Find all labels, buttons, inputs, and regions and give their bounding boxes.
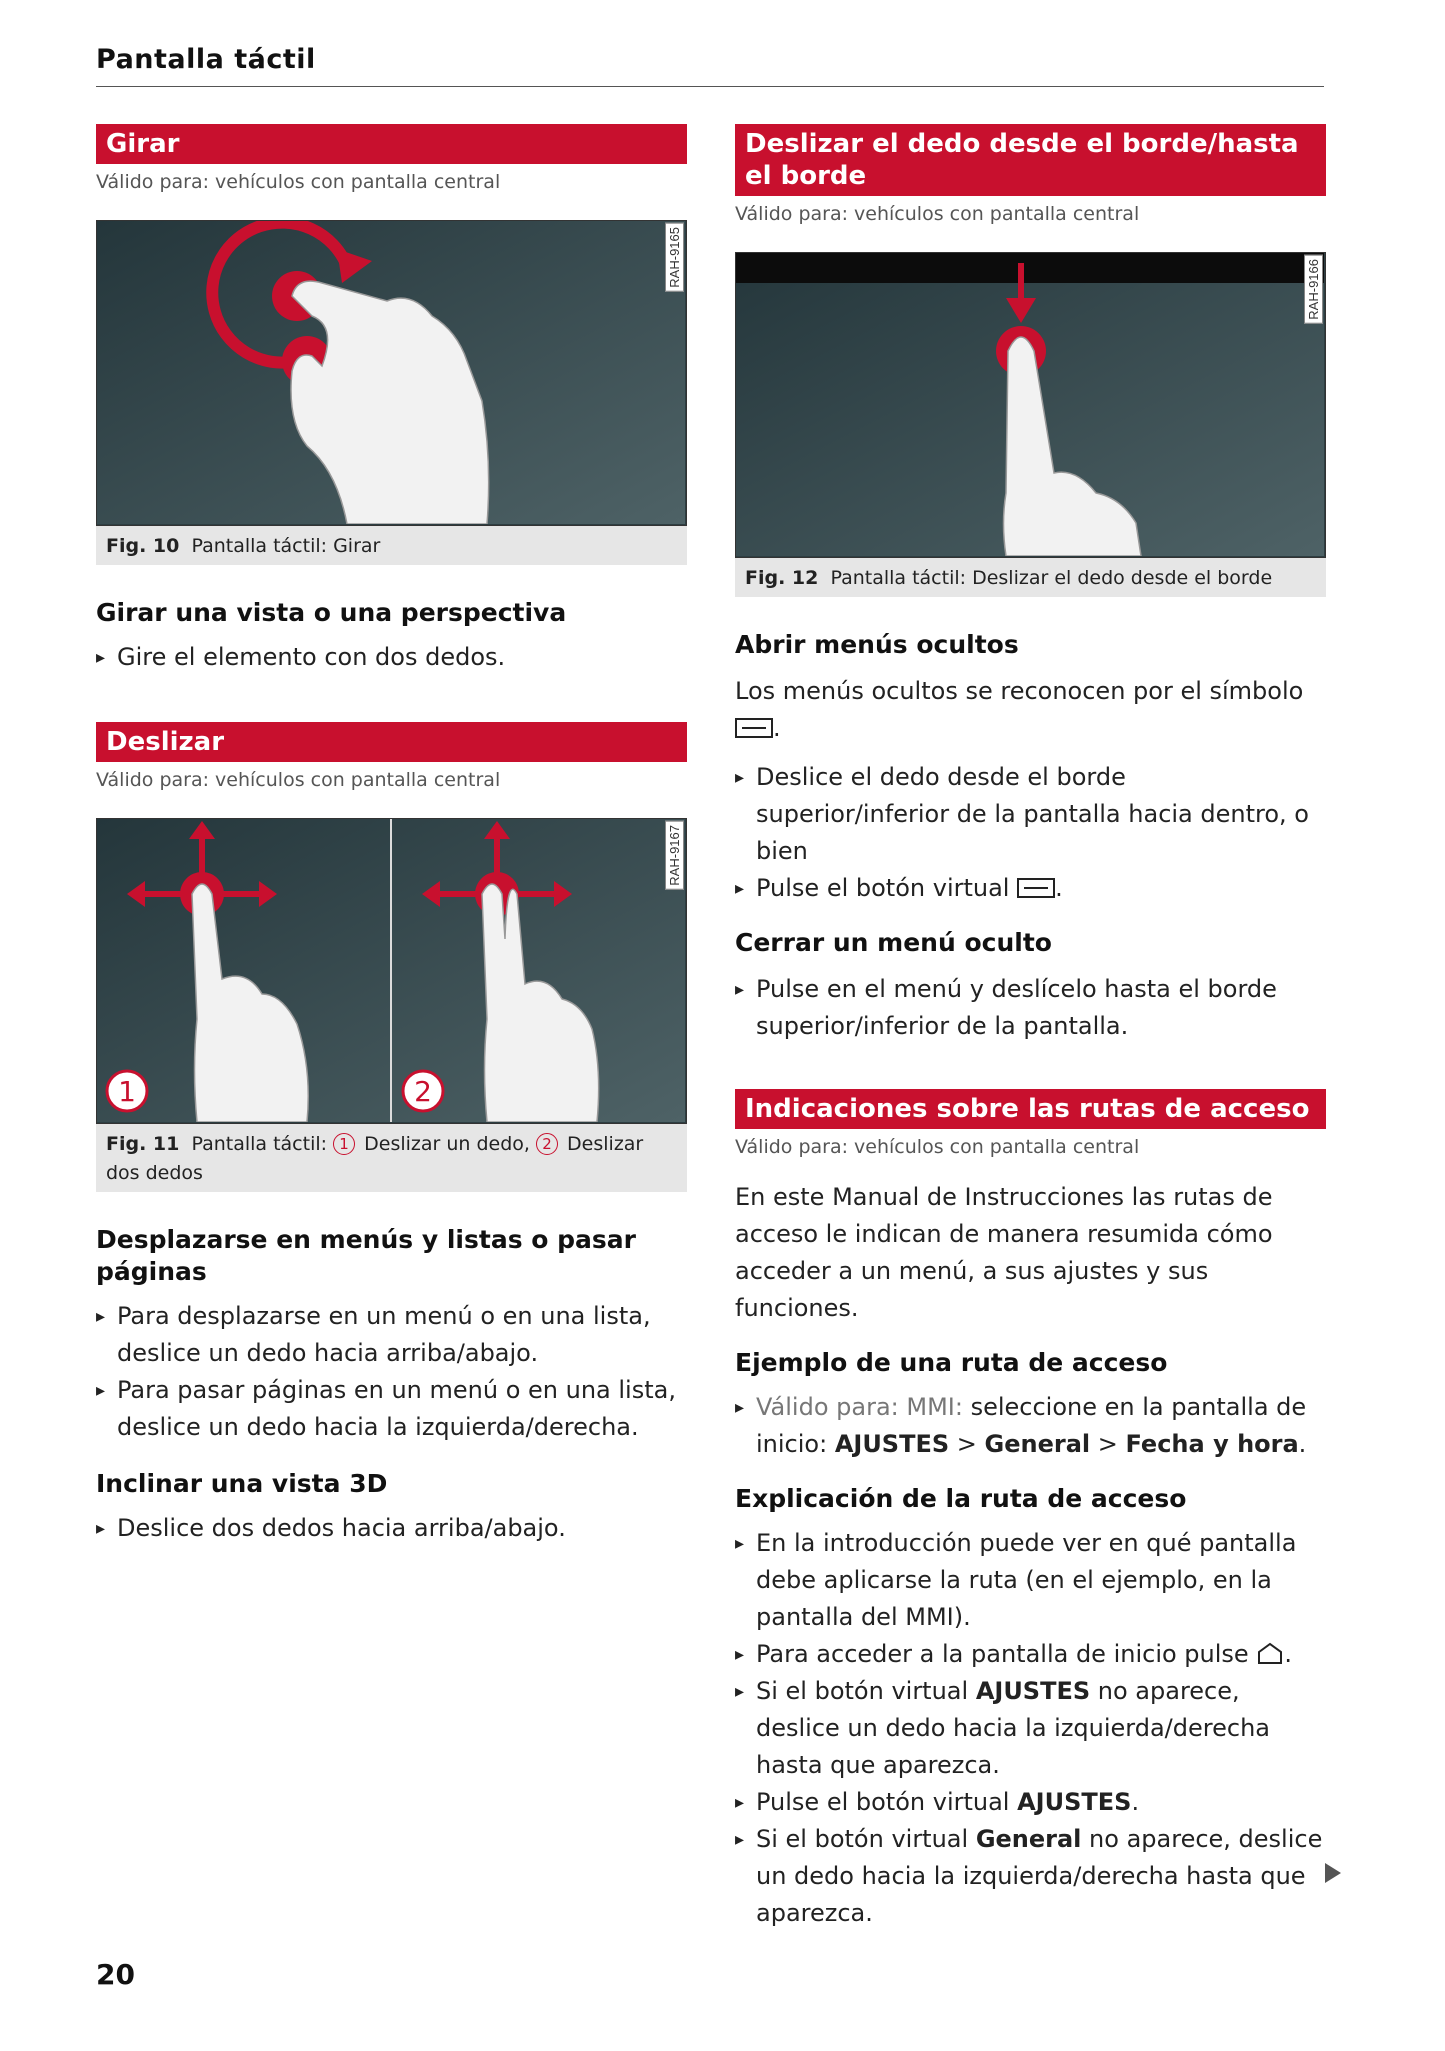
list-item: ▸ Para acceder a la pantalla de inicio pulse . [735, 1636, 1326, 1673]
sub-heading: Cerrar un menú oculto [735, 928, 1052, 957]
bullet-list [735, 759, 1326, 907]
list-item: ▸ En la introducción puede ver en qué pantalla debe aplicarse la ruta (en el ejemplo, en la pantalla del MMI). [735, 1525, 1326, 1636]
button-name: AJUSTES [975, 1677, 1091, 1705]
figure-label: Fig. 10 [106, 535, 180, 557]
list-item-text: Si el botón virtual [756, 1677, 976, 1705]
right-column [735, 124, 1326, 1932]
page-number: 20 [96, 1958, 135, 1991]
list-item-text: Para acceder a la pantalla de inicio pulse [756, 1640, 1249, 1668]
list-item: ▸ Para desplazarse en un menú o en una lista, deslice un dedo hacia arriba/abajo. [96, 1298, 687, 1372]
list-item [735, 1821, 1326, 1932]
rotate-gesture-illustration [97, 221, 685, 524]
sub-heading: Abrir menús ocultos [735, 630, 1019, 659]
list-item-text: Pulse el botón virtual [756, 874, 1010, 902]
bullet-list [96, 1298, 687, 1446]
list-item [735, 1673, 1326, 1784]
figure-label: Fig. 12 [745, 567, 819, 589]
path-end: . [1298, 1430, 1307, 1458]
path-separator: > [1090, 1430, 1126, 1458]
bullet-list [735, 971, 1326, 1045]
list-item: ▸ Deslice dos dedos hacia arriba/abajo. [96, 1510, 687, 1547]
figure-code: RAH-9166 [1304, 255, 1323, 324]
figure-caption-text: Deslizar un dedo, [358, 1133, 536, 1155]
callout-2-ref: 2 [536, 1133, 558, 1155]
list-item-text: . [1131, 1788, 1140, 1816]
bullet-list [96, 639, 687, 676]
list-item [735, 1784, 1326, 1821]
callout-1-ref: 1 [333, 1133, 355, 1155]
figure-image-rotate [96, 220, 687, 526]
figure-caption [735, 558, 1326, 597]
hidden-menu-icon [735, 718, 773, 738]
paragraph: En este Manual de Instrucciones las rutas de acceso le indican de manera resumida cómo acceder a un menú, a sus ajustes y sus funciones. [735, 1183, 1273, 1322]
screen-top-edge [736, 253, 1324, 283]
section-heading-borde: Deslizar el dedo desde el borde/hasta el borde [735, 124, 1326, 196]
sub-heading: Inclinar una vista 3D [96, 1469, 388, 1498]
figure-caption-text: Pantalla táctil: [191, 1133, 334, 1155]
validity-note: Válido para: vehículos con pantalla central [735, 203, 1140, 225]
figure-caption [96, 1124, 687, 1192]
list-item: ▸ Gire el elemento con dos dedos. [96, 639, 687, 676]
list-item-text: seleccione en la pantalla de inicio: [756, 1393, 1307, 1458]
figure-caption-text: Pantalla táctil: Girar [191, 535, 381, 557]
figure-image-edge-swipe [735, 252, 1326, 558]
list-item: ▸ Para pasar páginas en un menú o en una lista, deslice un dedo hacia la izquierda/derecha. [96, 1372, 687, 1446]
validity-note: Válido para: vehículos con pantalla central [96, 769, 501, 791]
section-heading-deslizar: Deslizar [96, 722, 687, 762]
figure-12 [735, 252, 1326, 597]
validity-note: Válido para: vehículos con pantalla central [96, 171, 501, 193]
validity-inline: Válido para: MMI: [756, 1393, 963, 1421]
figure-10 [96, 220, 687, 565]
paragraph: Los menús ocultos se reconocen por el símbolo . [735, 677, 1304, 742]
sub-heading: Desplazarse en menús y listas o pasar páginas [96, 1225, 637, 1286]
figure-code: RAH-9165 [665, 223, 684, 292]
validity-note: Válido para: vehículos con pantalla central [735, 1136, 1140, 1158]
bullet-list [96, 1510, 687, 1547]
figure-caption-text: Deslizar dos dedos [106, 1133, 644, 1184]
button-name: AJUSTES [1017, 1788, 1132, 1816]
list-item-text: Pulse el botón virtual [756, 1788, 1018, 1816]
sub-heading: Ejemplo de una ruta de acceso [735, 1348, 1168, 1377]
list-item: ▸ Deslice el dedo desde el borde superior/inferior de la pantalla hacia dentro, o bien [735, 759, 1326, 870]
section-heading-rutas: Indicaciones sobre las rutas de acceso [735, 1089, 1326, 1129]
menu-path-fecha: Fecha y hora [1125, 1430, 1299, 1458]
edge-swipe-illustration [736, 253, 1324, 556]
button-name: General [975, 1825, 1082, 1853]
hidden-menu-icon [1017, 878, 1055, 898]
callout-2-label: 2 [414, 1075, 432, 1108]
figure-caption [96, 526, 687, 565]
page-header [96, 44, 1324, 87]
figure-image-swipe [96, 818, 687, 1124]
figure-caption-text: Pantalla táctil: Deslizar el dedo desde el borde [830, 567, 1273, 589]
continue-arrow-icon [1325, 1863, 1341, 1883]
figure-label: Fig. 11 [106, 1133, 180, 1155]
list-item [735, 1389, 1326, 1463]
list-item-text: no aparece, deslice un dedo hacia la izquierda/derecha hasta que aparezca. [756, 1825, 1323, 1927]
paragraph-text: Los menús ocultos se reconocen por el símbolo [735, 677, 1304, 705]
list-item: ▸ Pulse el botón virtual . [735, 870, 1326, 907]
callout-1-label: 1 [118, 1075, 136, 1108]
sub-heading: Explicación de la ruta de acceso [735, 1484, 1187, 1513]
home-icon [1256, 1641, 1284, 1665]
swipe-gesture-illustration [97, 819, 685, 1122]
list-item-text: Si el botón virtual [756, 1825, 976, 1853]
bullet-list [735, 1389, 1326, 1463]
list-item: ▸ Pulse en el menú y deslícelo hasta el borde superior/inferior de la pantalla. [735, 971, 1326, 1045]
figure-11 [96, 818, 687, 1192]
list-item-text: no aparece, deslice un dedo hacia la izquierda/derecha hasta que aparezca. [756, 1677, 1270, 1779]
menu-path-ajustes: AJUSTES [834, 1430, 950, 1458]
sub-heading: Girar una vista o una perspectiva [96, 598, 567, 627]
path-separator: > [949, 1430, 985, 1458]
bullet-list [735, 1525, 1326, 1932]
figure-code: RAH-9167 [665, 821, 684, 890]
section-heading-girar: Girar [96, 124, 687, 164]
menu-path-general: General [984, 1430, 1091, 1458]
left-column [96, 124, 687, 1547]
page-title: Pantalla táctil [96, 44, 316, 75]
